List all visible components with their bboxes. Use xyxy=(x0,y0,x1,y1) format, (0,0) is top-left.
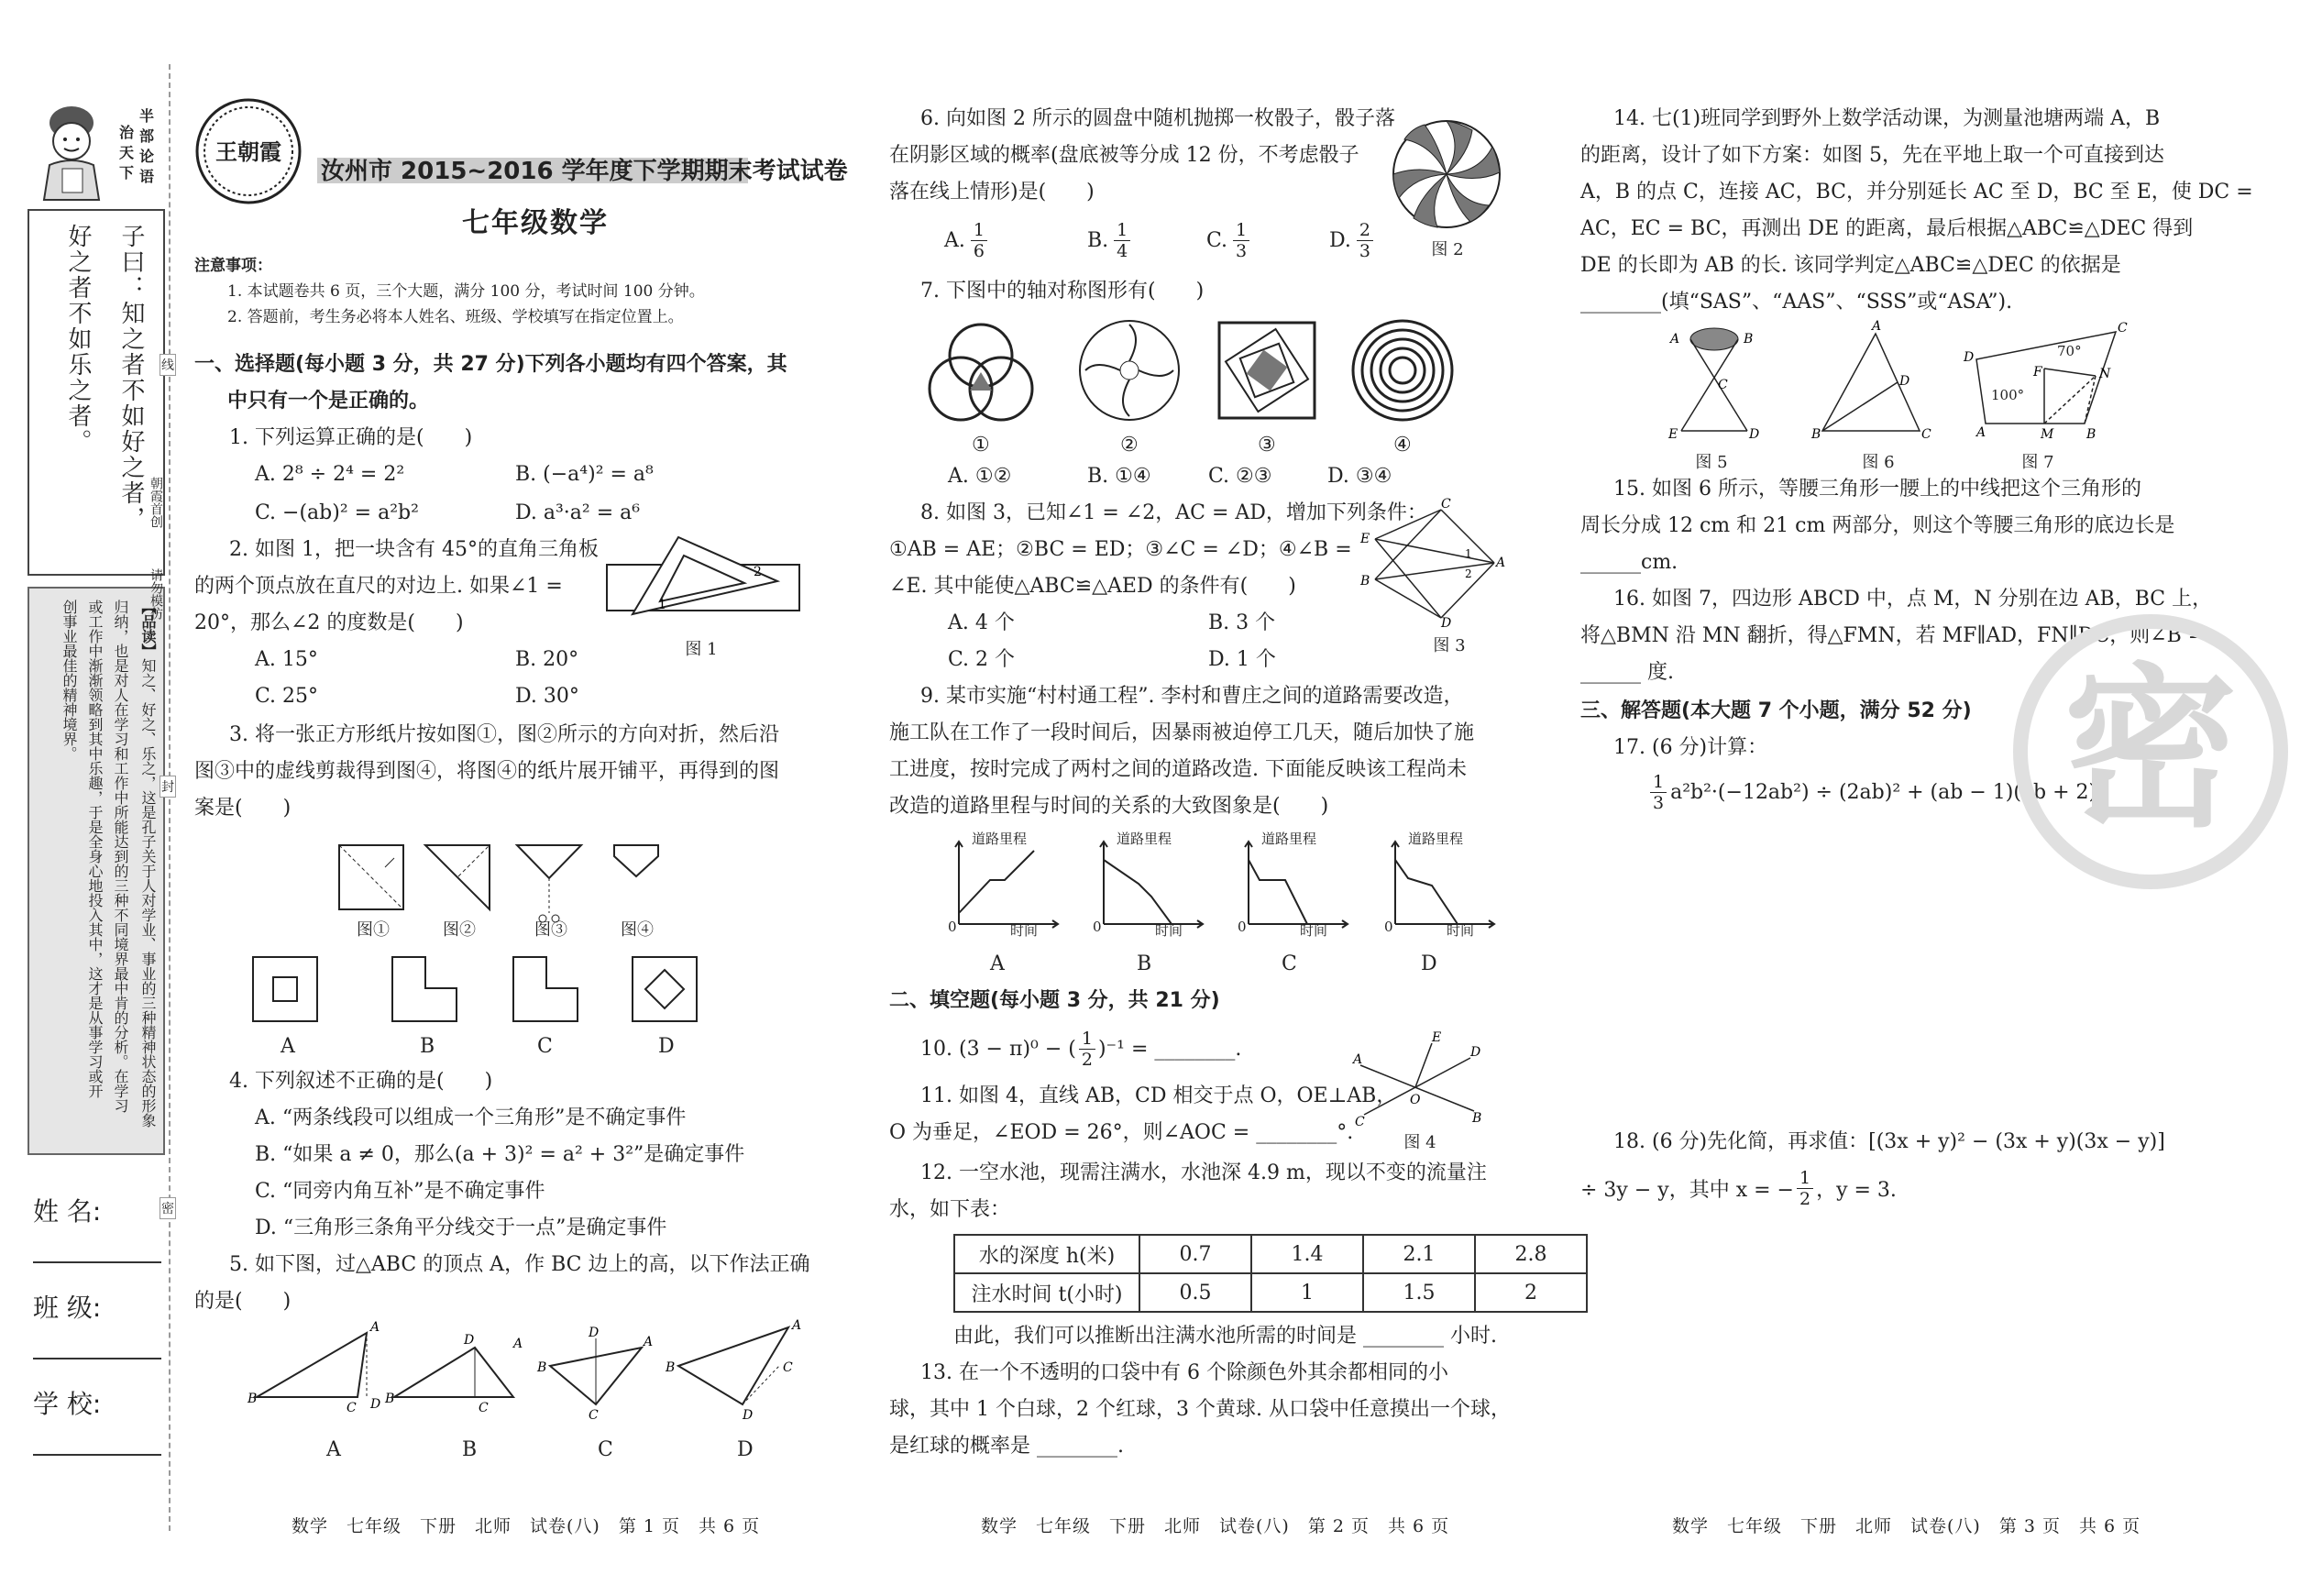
school-field[interactable] xyxy=(33,1384,161,1480)
motto-char: 天 xyxy=(119,144,135,161)
cut-mark: 封 xyxy=(160,776,176,798)
q7-stem: 7. 下图中的轴对称图形有( ) xyxy=(920,280,1205,303)
q16-line: ______ 度. xyxy=(1580,661,1674,684)
fold-fig-caption: 图④ xyxy=(621,920,654,940)
fold-fig-caption: 图① xyxy=(357,920,390,940)
q2-line: 的两个顶点放在直尺的对边上. 如果∠1 = xyxy=(194,575,563,598)
q14-line: AC，EC = BC，再测出 DE 的距离，最后根据△ABC≌△DEC 得到 xyxy=(1580,217,2194,240)
q9-graph-c[interactable] xyxy=(1234,832,1353,942)
q16-line: 16. 如图 7，四边形 ABCD 中，点 M，N 分别在边 AB，BC 上， xyxy=(1613,588,2213,611)
svg-text:1: 1 xyxy=(658,598,666,612)
q8-option-b[interactable]: B. 3 个 xyxy=(1208,611,1276,634)
svg-text:1: 1 xyxy=(1465,547,1472,560)
table-row xyxy=(954,1235,1587,1273)
q8-option-d[interactable]: D. 1 个 xyxy=(1208,648,1276,671)
q5-figures xyxy=(248,1320,816,1421)
q6-line: 在阴影区域的概率(盘底被等分成 12 份，不考虑骰子 xyxy=(889,144,1359,167)
svg-text:2: 2 xyxy=(754,565,762,579)
svg-text:C: C xyxy=(1441,497,1451,512)
table-cell: 0.5 xyxy=(1139,1273,1251,1312)
q17-expr: a²b²·(−12ab²) ÷ (2ab)² + (ab − 1)(ab + 2). xyxy=(1670,781,2104,804)
q15-line: 15. 如图 6 所示，等腰三角形一腰上的中线把这个三角形的 xyxy=(1613,478,2141,501)
sidebar xyxy=(28,101,165,1164)
q5-option-c[interactable]: C xyxy=(598,1438,613,1461)
graph-ylabel: 道路里程 xyxy=(1408,831,1464,847)
table-cell: 1.5 xyxy=(1363,1273,1475,1312)
q12-after: 由此，我们可以推断出注满水池所需的时间是 ________ 小时. xyxy=(953,1325,1497,1348)
q5-option-b[interactable]: B xyxy=(462,1438,478,1461)
q9-line: 改造的道路里程与时间的关系的大致图象是( ) xyxy=(889,795,1329,818)
notes-heading: 注意事项： xyxy=(194,257,272,275)
motto-char: 半 xyxy=(139,107,155,125)
q14-line: DE 的长即为 AB 的长. 该同学判定△ABC≌△DEC 的依据是 xyxy=(1580,254,2121,277)
svg-text:C: C xyxy=(1718,378,1728,392)
svg-text:C: C xyxy=(783,1360,793,1375)
q7-option-c[interactable]: C. ②③ xyxy=(1208,465,1272,488)
q4-option-b[interactable]: B. “如果 a ≠ 0，那么(a + 3)² = a² + 3²”是确定事件 xyxy=(255,1143,745,1166)
svg-text:A: A xyxy=(1670,332,1680,347)
section1-title-cont: 中只有一个是正确的。 xyxy=(227,390,430,413)
q2-line: 2. 如图 1，把一块含有 45°的直角三角板 xyxy=(229,538,599,561)
graph-xlabel: 时间 xyxy=(1155,922,1183,939)
q9-option-b[interactable]: B xyxy=(1137,952,1152,975)
q17-stem: 17. (6 分)计算： xyxy=(1613,736,1768,759)
pindu-col: 知之、好之、乐之，这是孔子关于人对学业、事业的三种精神状态的形象 xyxy=(139,658,157,1128)
q11-line: O 为垂足，∠EOD = 26°，则∠AOC = ________°. xyxy=(889,1121,1354,1144)
figures-5-6-7 xyxy=(1659,321,2136,449)
q6-options xyxy=(944,220,1403,266)
q6-option-c[interactable] xyxy=(1206,220,1249,261)
svg-text:E: E xyxy=(1668,427,1678,442)
section3-title: 三、解答题(本大题 7 个小题，满分 52 分) xyxy=(1580,699,1972,722)
svg-text:M: M xyxy=(2041,427,2054,442)
q14-line: 的距离，设计了如下方案：如图 5，先在平地上取一个可直接到达 xyxy=(1580,144,2164,167)
svg-text:B: B xyxy=(385,1392,395,1406)
cut-line xyxy=(169,64,171,1531)
q9-graph-b[interactable] xyxy=(1089,832,1208,942)
section2-title: 二、填空题(每小题 3 分，共 21 分) xyxy=(889,989,1220,1012)
option-letter: B. xyxy=(1087,229,1109,252)
svg-text:B: B xyxy=(666,1360,676,1375)
notes-item: 1. 本试题卷共 6 页，三个大题，满分 100 分，考试时间 100 分钟。 xyxy=(227,282,705,301)
graph-xlabel: 时间 xyxy=(1010,922,1039,939)
quote-line-1: 子曰：知之者不如好之者， xyxy=(117,224,145,532)
svg-text:D: D xyxy=(1899,374,1910,389)
q13-line: 是红球的概率是 ________. xyxy=(889,1435,1124,1458)
q7-fig-label: ② xyxy=(1120,434,1139,457)
figure-7-caption: 图 7 xyxy=(2021,453,2054,472)
q7-option-a[interactable]: A. ①② xyxy=(948,465,1012,488)
svg-text:C: C xyxy=(2118,321,2128,336)
table-header: 注水时间 t(小时) xyxy=(954,1273,1139,1312)
q7-fig-label: ③ xyxy=(1258,434,1276,457)
table-cell: 1.4 xyxy=(1251,1235,1363,1273)
subject-title: 七年级数学 xyxy=(462,207,609,239)
svg-text:E: E xyxy=(1360,532,1370,546)
q10-pre: 10. (3 − π)⁰ − ( xyxy=(920,1038,1076,1061)
frac-den: 4 xyxy=(1117,241,1128,261)
notes xyxy=(194,253,705,330)
option-letter: A. xyxy=(944,229,965,252)
motto-box xyxy=(116,106,160,202)
q7-fig-label: ④ xyxy=(1393,434,1412,457)
q1-option-d[interactable]: D. a³·a² = a⁶ xyxy=(515,501,641,524)
q8-line: ∠E. 其中能使△ABC≌△AED 的条件有( ) xyxy=(889,575,1296,598)
frac-num: 1 xyxy=(1650,772,1667,793)
q8-option-a[interactable]: A. 4 个 xyxy=(948,611,1015,634)
q12-line: 12. 一空水池，现需注满水，水池深 4.9 m，现以不变的流量注 xyxy=(920,1161,1487,1184)
q14-line: ________(填“SAS”、“AAS”、“SSS”或“ASA”). xyxy=(1580,291,2013,314)
frac-den: 3 xyxy=(1236,241,1248,261)
figure-3 xyxy=(1357,497,1506,631)
frac-num: 1 xyxy=(1079,1029,1095,1050)
svg-text:A: A xyxy=(644,1335,654,1349)
notes-item: 2. 答题前，考生务必将本人姓名、班级、学校填写在指定位置上。 xyxy=(227,308,684,326)
pindu-col: 创事业最佳的精神境界。 xyxy=(61,600,78,761)
q5-option-a[interactable]: A xyxy=(326,1438,341,1461)
svg-text:C: C xyxy=(347,1401,357,1415)
quote-box xyxy=(28,209,165,576)
svg-text:B: B xyxy=(248,1392,258,1406)
svg-text:C: C xyxy=(479,1401,489,1415)
q3-line: 案是( ) xyxy=(194,797,292,820)
graph-origin: 0 xyxy=(1238,919,1247,935)
q5-option-d[interactable]: D xyxy=(737,1438,754,1461)
svg-text:D: D xyxy=(1441,616,1452,631)
table-cell: 2 xyxy=(1475,1273,1587,1312)
q6-option-a[interactable] xyxy=(944,220,987,261)
q2-option-b[interactable]: B. 20° xyxy=(515,648,579,671)
q1-option-a[interactable]: A. 2⁸ ÷ 2⁴ = 2² xyxy=(255,463,405,486)
q3-option-d[interactable]: D xyxy=(658,1035,675,1058)
q4-option-a[interactable]: A. “两条线段可以组成一个三角形”是不确定事件 xyxy=(255,1106,687,1129)
q3-line: 图③中的虚线剪裁得到图④，将图④的纸片展开铺平，再得到的图 xyxy=(194,760,780,783)
svg-text:B: B xyxy=(1744,332,1754,347)
page-footer: 数学 七年级 下册 北师 试卷(八) 第 3 页 共 6 页 xyxy=(1672,1516,2141,1536)
frac-den: 2 xyxy=(1081,1050,1093,1070)
q1-option-b[interactable]: B. (−a⁴)² = a⁸ xyxy=(515,463,654,486)
graph-origin: 0 xyxy=(948,919,957,935)
q6-option-d[interactable] xyxy=(1329,220,1373,261)
logo-text: 王朝霞 xyxy=(215,138,281,165)
graph-origin: 0 xyxy=(1384,919,1393,935)
svg-text:B: B xyxy=(1360,574,1370,589)
pindu-box xyxy=(28,587,165,1155)
q18-line2 xyxy=(1580,1168,1897,1209)
option-letter: D. xyxy=(1329,229,1351,252)
table-row xyxy=(954,1273,1587,1312)
svg-text:C: C xyxy=(1921,427,1931,442)
svg-text:A: A xyxy=(513,1337,523,1351)
q13-line: 球，其中 1 个白球，2 个红球，3 个黄球. 从口袋中任意摸出一个球， xyxy=(889,1398,1511,1421)
svg-text:A: A xyxy=(792,1318,802,1333)
q8-option-c[interactable]: C. 2 个 xyxy=(948,648,1016,671)
motto-char: 部 xyxy=(139,127,155,145)
pindu-title: 【品读】 xyxy=(139,600,157,658)
svg-text:D: D xyxy=(464,1333,475,1348)
class-field[interactable] xyxy=(33,1288,161,1384)
q9-line: 9. 某市实施“村村通工程”. 李村和曹庄之间的道路需要改造， xyxy=(920,685,1464,708)
graph-ylabel: 道路里程 xyxy=(972,831,1028,847)
figure-3-caption: 图 3 xyxy=(1433,636,1466,655)
motto-char: 下 xyxy=(119,164,135,182)
table-cell: 0.7 xyxy=(1139,1235,1251,1273)
q7-option-d[interactable]: D. ③④ xyxy=(1327,465,1392,488)
student-info-fields xyxy=(33,1192,161,1480)
q6-option-b[interactable] xyxy=(1087,220,1130,261)
svg-text:D: D xyxy=(1470,1045,1481,1060)
q18-text: ÷ 3y − y，其中 x = − xyxy=(1580,1179,1794,1202)
svg-text:D: D xyxy=(589,1326,600,1340)
figure-1 xyxy=(607,530,799,631)
q12-table xyxy=(953,1234,1588,1313)
q7-figures xyxy=(926,315,1476,425)
page-footer: 数学 七年级 下册 北师 试卷(八) 第 2 页 共 6 页 xyxy=(981,1516,1450,1536)
q3-option-figures xyxy=(248,953,706,1027)
figure-1-caption: 图 1 xyxy=(685,640,718,659)
q15-line: 周长分成 12 cm 和 21 cm 两部分，则这个等腰三角形的底边长是 xyxy=(1580,514,2175,537)
q9-option-a[interactable]: A xyxy=(990,952,1005,975)
graph-origin: 0 xyxy=(1093,919,1102,935)
q3-option-c[interactable]: C xyxy=(537,1035,553,1058)
figure-2-disc xyxy=(1390,117,1503,231)
q6-line: 落在线上情形)是( ) xyxy=(889,181,1095,204)
svg-text:D: D xyxy=(370,1397,381,1412)
logo xyxy=(194,97,303,205)
graph-ylabel: 道路里程 xyxy=(1261,831,1317,847)
table-cell: 2.8 xyxy=(1475,1235,1587,1273)
q8-line: ①AB = AE；②BC = ED；③∠C = ∠D；④∠B = xyxy=(889,538,1352,561)
q10 xyxy=(920,1029,1241,1070)
name-label: 姓 名: xyxy=(33,1196,102,1227)
table-header: 水的深度 h(米) xyxy=(954,1235,1139,1273)
table-cell: 1 xyxy=(1251,1273,1363,1312)
angle-label: 100° xyxy=(1991,387,2025,403)
svg-text:F: F xyxy=(2033,365,2042,380)
figure-4-caption: 图 4 xyxy=(1403,1133,1436,1152)
cut-mark: 线 xyxy=(160,354,176,376)
q3-option-b[interactable]: B xyxy=(420,1035,435,1058)
q7-fig-label: ① xyxy=(972,434,990,457)
q11-line: 11. 如图 4，直线 AB，CD 相交于点 O，OE⊥AB， xyxy=(920,1084,1397,1107)
class-label: 班 级: xyxy=(33,1293,102,1323)
svg-text:O: O xyxy=(1410,1093,1421,1107)
frac-den: 6 xyxy=(973,241,985,261)
q18-text: ，y = 3. xyxy=(1816,1179,1897,1202)
svg-text:A: A xyxy=(1976,425,1986,440)
q9-option-c[interactable]: C xyxy=(1282,952,1297,975)
name-field[interactable] xyxy=(33,1192,161,1288)
frac-num: 1 xyxy=(1114,220,1130,241)
school-label: 学 校: xyxy=(33,1389,102,1419)
q14-line: 14. 七(1)班同学到野外上数学活动课，为测量池塘两端 A，B xyxy=(1613,107,2161,130)
option-letter: C. xyxy=(1206,229,1228,252)
q4-stem: 4. 下列叙述不正确的是( ) xyxy=(229,1070,493,1093)
quote-line-2: 好之者不如乐之者。 xyxy=(64,224,92,455)
q5-line: 5. 如下图，过△ABC 的顶点 A，作 BC 边上的高，以下作法正确 xyxy=(229,1253,810,1276)
pindu-col: 归纳，也是对人在学习和工作中所能达到的三种不同境界最中肯的分析。在学习 xyxy=(112,600,129,1113)
svg-text:B: B xyxy=(1472,1111,1482,1126)
q4-option-c[interactable]: C. “同旁内角互补”是不确定事件 xyxy=(255,1180,545,1203)
q2-option-c[interactable]: C. 25° xyxy=(255,685,319,708)
q1-option-c[interactable]: C. −(ab)² = a²b² xyxy=(255,501,419,524)
graph-xlabel: 时间 xyxy=(1447,922,1475,939)
graph-xlabel: 时间 xyxy=(1300,922,1328,939)
table-cell: 2.1 xyxy=(1363,1235,1475,1273)
pindu-col: 或工作中渐渐领略到其中乐趣，于是全身心地投入其中，这才是从事学习或开 xyxy=(86,600,104,1098)
q12-line: 水，如下表： xyxy=(889,1198,1011,1221)
svg-text:N: N xyxy=(2099,367,2111,381)
gutter-label: 朝霞首创 xyxy=(149,477,163,528)
q10-post: )⁻¹ = ________. xyxy=(1097,1038,1242,1061)
q5-line: 的是( ) xyxy=(194,1290,292,1313)
angle-label: 70° xyxy=(2057,343,2082,359)
exam-title: 汝州市 2015~2016 学年度下学期期末考试试卷 xyxy=(321,158,848,185)
q1-stem: 1. 下列运算正确的是( ) xyxy=(229,426,473,449)
motto-char: 语 xyxy=(139,168,155,185)
section1-title: 一、选择题(每小题 3 分，共 27 分)下列各小题均有四个答案，其 xyxy=(194,353,787,376)
q2-line: 20°，那么∠2 的度数是( ) xyxy=(194,611,464,634)
svg-text:A: A xyxy=(370,1320,380,1335)
svg-text:D: D xyxy=(1749,427,1760,442)
q2-option-d[interactable]: D. 30° xyxy=(515,685,579,708)
svg-text:E: E xyxy=(1432,1030,1442,1045)
svg-text:B: B xyxy=(1811,427,1821,442)
frac-den: 2 xyxy=(1799,1189,1811,1209)
svg-text:C: C xyxy=(589,1408,599,1423)
svg-text:B: B xyxy=(537,1360,547,1375)
graph-ylabel: 道路里程 xyxy=(1117,831,1172,847)
svg-text:C: C xyxy=(1355,1115,1365,1129)
svg-text:D: D xyxy=(743,1408,754,1423)
figure-5-caption: 图 5 xyxy=(1695,453,1728,472)
q9-graph-d[interactable] xyxy=(1381,832,1500,942)
q9-graph-a[interactable] xyxy=(944,832,1063,942)
q13-line: 13. 在一个不透明的口袋中有 6 个除颜色外其余都相同的小 xyxy=(920,1361,1448,1384)
q16-line: 将△BMN 沿 MN 翻折，得△FMN，若 MF∥AD，FN∥DC，则∠B = xyxy=(1580,624,2206,647)
frac-num: 1 xyxy=(971,220,987,241)
frac-num: 1 xyxy=(1797,1168,1813,1189)
svg-text:B: B xyxy=(2086,427,2096,442)
svg-text:A: A xyxy=(1496,556,1506,570)
q9-line: 施工队在工作了一段时间后，因暴雨被迫停工几天，随后加快了施 xyxy=(889,721,1475,744)
figure-4 xyxy=(1353,1030,1482,1129)
q18-line: 18. (6 分)先化简，再求值：[(3x + y)² − (3x + y)(3x − y)] xyxy=(1613,1130,2165,1153)
q8-line: 8. 如图 3，已知∠1 = ∠2，AC = AD，增加下列条件： xyxy=(920,501,1427,524)
svg-text:2: 2 xyxy=(1465,567,1472,580)
frac-num: 2 xyxy=(1357,220,1373,241)
frac-den: 3 xyxy=(1359,241,1370,261)
figure-2-caption: 图 2 xyxy=(1431,240,1464,259)
q9-line: 工进度，按时完成了两村之间的道路改造. 下面能反映该工程尚未 xyxy=(889,758,1467,781)
motto-char: 治 xyxy=(119,124,135,141)
svg-text:A: A xyxy=(1353,1052,1363,1067)
q3-option-a[interactable]: A xyxy=(281,1035,295,1058)
svg-text:D: D xyxy=(1964,350,1975,365)
fold-fig-caption: 图② xyxy=(443,920,476,940)
scholar-illustration-icon xyxy=(33,101,114,202)
q9-option-d[interactable]: D xyxy=(1421,952,1437,975)
frac-num: 1 xyxy=(1233,220,1249,241)
frac-den: 3 xyxy=(1653,793,1665,813)
q7-option-b[interactable]: B. ①④ xyxy=(1087,465,1151,488)
q15-line: ______cm. xyxy=(1580,551,1678,574)
stamp-char: 密 xyxy=(2063,648,2238,851)
q4-option-d[interactable]: D. “三角形三条角平分线交于一点”是确定事件 xyxy=(255,1216,667,1239)
svg-text:A: A xyxy=(1872,319,1882,334)
cut-mark: 密 xyxy=(160,1197,176,1219)
q6-line: 6. 向如图 2 所示的圆盘中随机抛掷一枚骰子，骰子落 xyxy=(920,107,1395,130)
q14-line: A，B 的点 C，连接 AC，BC，并分别延长 AC 至 D，BC 至 E，使 DC = xyxy=(1580,181,2253,204)
figure-6-caption: 图 6 xyxy=(1862,453,1895,472)
q2-option-a[interactable]: A. 15° xyxy=(255,648,318,671)
q3-line: 3. 将一张正方形纸片按如图①，图②所示的方向对折，然后沿 xyxy=(229,723,779,746)
gutter-label: 请勿模仿 xyxy=(149,568,163,620)
motto-char: 论 xyxy=(139,148,155,165)
page-footer: 数学 七年级 下册 北师 试卷(八) 第 1 页 共 6 页 xyxy=(292,1516,761,1536)
secret-stamp xyxy=(2013,614,2288,889)
fold-fig-caption: 图③ xyxy=(534,920,567,940)
